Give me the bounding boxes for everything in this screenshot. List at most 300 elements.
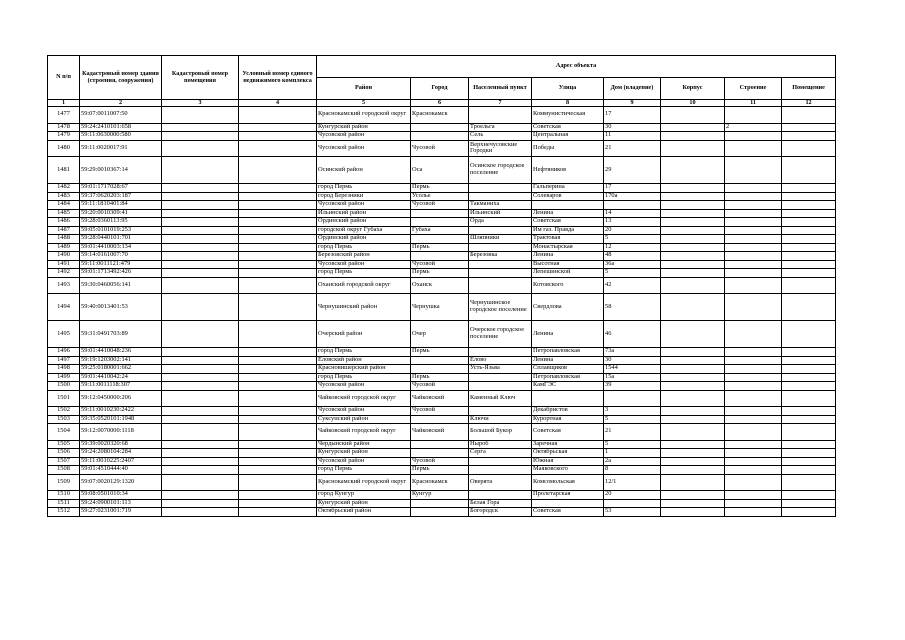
city-cell	[411, 365, 469, 374]
table-row	[48, 226, 836, 235]
conditional-number-cell	[239, 269, 317, 278]
cadastral-number-cell: 59:11:1810401:84	[80, 201, 162, 210]
district-cell: город Пермь	[317, 243, 411, 252]
stroenie-cell	[725, 269, 782, 278]
column-number-cell: 9	[604, 100, 661, 107]
district-cell: город Пермь	[317, 466, 411, 475]
district-cell: Чердынский район	[317, 440, 411, 449]
cadastral-number-cell: 59:24:2410101:658	[80, 123, 162, 132]
table-row	[48, 440, 836, 449]
stroenie-cell	[725, 107, 782, 124]
street-cell: Советская	[532, 218, 604, 227]
stroenie-cell	[725, 218, 782, 227]
locality-cell: Ныроб	[469, 440, 532, 449]
city-cell: Чусовой	[411, 407, 469, 416]
district-cell: город Пермь	[317, 373, 411, 382]
row-number-cell: 1501	[48, 390, 80, 407]
pomeshchenie-cell	[782, 508, 836, 517]
korpus-cell	[661, 415, 725, 424]
room-cadastral-cell	[162, 140, 239, 157]
row-number-cell: 1505	[48, 440, 80, 449]
street-cell: Южная	[532, 457, 604, 466]
house-cell	[604, 201, 661, 210]
house-cell: 73а	[604, 348, 661, 357]
city-cell: Губаха	[411, 226, 469, 235]
pomeshchenie-cell	[782, 157, 836, 184]
korpus-cell	[661, 235, 725, 244]
row-number-cell: 1491	[48, 260, 80, 269]
city-cell: Чусовой	[411, 140, 469, 157]
city-cell: Краснокамск	[411, 107, 469, 124]
conditional-number-cell	[239, 235, 317, 244]
table-row	[48, 107, 836, 124]
room-cadastral-cell	[162, 415, 239, 424]
pomeshchenie-cell	[782, 449, 836, 458]
cadastral-number-cell: 59:14:0161007:70	[80, 252, 162, 261]
locality-cell	[469, 192, 532, 201]
district-cell: Чернушинский район	[317, 294, 411, 321]
pomeshchenie-cell	[782, 348, 836, 357]
header-address: Адрес объекта	[317, 56, 836, 78]
conditional-number-cell	[239, 457, 317, 466]
city-cell: Чусовой	[411, 457, 469, 466]
locality-cell: Каменный Ключ	[469, 390, 532, 407]
table-row	[48, 407, 836, 416]
property-address-table	[47, 55, 836, 517]
korpus-cell	[661, 277, 725, 294]
room-cadastral-cell	[162, 252, 239, 261]
room-cadastral-cell	[162, 269, 239, 278]
row-number-cell: 1482	[48, 184, 80, 193]
district-cell: Чусовской район	[317, 407, 411, 416]
city-cell: Краснокамск	[411, 474, 469, 491]
house-cell: 2а	[604, 457, 661, 466]
stroenie-cell	[725, 252, 782, 261]
row-number-cell: 1480	[48, 140, 80, 157]
row-number-cell: 1483	[48, 192, 80, 201]
korpus-cell	[661, 407, 725, 416]
cadastral-number-cell: 59:28:0440101:701	[80, 235, 162, 244]
pomeshchenie-cell	[782, 321, 836, 348]
locality-cell: Усть-Язьва	[469, 365, 532, 374]
stroenie-cell	[725, 209, 782, 218]
locality-cell: Осинское городское поселение	[469, 157, 532, 184]
cadastral-number-cell: 59:24:0900101:113	[80, 499, 162, 508]
stroenie-cell	[725, 440, 782, 449]
room-cadastral-cell	[162, 474, 239, 491]
locality-cell: Такманиха	[469, 201, 532, 210]
korpus-cell	[661, 157, 725, 184]
city-cell: Оханск	[411, 277, 469, 294]
cadastral-number-cell: 59:39:0020320:68	[80, 440, 162, 449]
conditional-number-cell	[239, 424, 317, 441]
header-cad-room: Кадастровый номер помещения	[162, 56, 239, 100]
locality-cell: Елово	[469, 356, 532, 365]
column-number-cell: 8	[532, 100, 604, 107]
korpus-cell	[661, 356, 725, 365]
pomeshchenie-cell	[782, 356, 836, 365]
pomeshchenie-cell	[782, 209, 836, 218]
korpus-cell	[661, 269, 725, 278]
conditional-number-cell	[239, 123, 317, 132]
city-cell: Чернушка	[411, 294, 469, 321]
table-header	[48, 56, 836, 107]
header-city: Город	[411, 78, 469, 100]
table-row	[48, 449, 836, 458]
house-cell: 53	[604, 508, 661, 517]
table-row	[48, 348, 836, 357]
korpus-cell	[661, 218, 725, 227]
korpus-cell	[661, 365, 725, 374]
room-cadastral-cell	[162, 218, 239, 227]
korpus-cell	[661, 348, 725, 357]
city-cell: Пермь	[411, 243, 469, 252]
korpus-cell	[661, 184, 725, 193]
street-cell: Ленина	[532, 209, 604, 218]
district-cell: город Березники	[317, 192, 411, 201]
street-cell: Маяковского	[532, 466, 604, 475]
table-row	[48, 499, 836, 508]
house-cell: 3	[604, 407, 661, 416]
street-cell: Октябрьская	[532, 449, 604, 458]
room-cadastral-cell	[162, 508, 239, 517]
house-cell: 58	[604, 294, 661, 321]
city-cell	[411, 508, 469, 517]
korpus-cell	[661, 440, 725, 449]
cadastral-number-cell: 59:07:0020129:1320	[80, 474, 162, 491]
pomeshchenie-cell	[782, 390, 836, 407]
row-number-cell: 1481	[48, 157, 80, 184]
house-cell: 17	[604, 107, 661, 124]
city-cell	[411, 123, 469, 132]
conditional-number-cell	[239, 107, 317, 124]
house-cell: 20	[604, 226, 661, 235]
column-number-cell: 10	[661, 100, 725, 107]
pomeshchenie-cell	[782, 269, 836, 278]
stroenie-cell	[725, 260, 782, 269]
room-cadastral-cell	[162, 243, 239, 252]
cadastral-number-cell: 59:29:0010367:14	[80, 157, 162, 184]
cadastral-number-cell: 59:35:0520101:1948	[80, 415, 162, 424]
cadastral-number-cell: 59:01:4410048:236	[80, 348, 162, 357]
city-cell	[411, 449, 469, 458]
cadastral-number-cell: 59:12:0450000:206	[80, 390, 162, 407]
locality-cell: Троельга	[469, 123, 532, 132]
pomeshchenie-cell	[782, 226, 836, 235]
locality-cell: Чернушинское городское поселение	[469, 294, 532, 321]
pomeshchenie-cell	[782, 201, 836, 210]
stroenie-cell	[725, 474, 782, 491]
house-cell: 15а	[604, 373, 661, 382]
conditional-number-cell	[239, 243, 317, 252]
house-cell: 21	[604, 424, 661, 441]
column-number-cell: 4	[239, 100, 317, 107]
house-cell	[604, 390, 661, 407]
district-cell: Чусовской район	[317, 260, 411, 269]
locality-cell: Орда	[469, 218, 532, 227]
street-cell: Победы	[532, 140, 604, 157]
city-cell: Пермь	[411, 269, 469, 278]
korpus-cell	[661, 390, 725, 407]
street-cell: Котовского	[532, 277, 604, 294]
korpus-cell	[661, 132, 725, 141]
cadastral-number-cell: 59:01:1713492:426	[80, 269, 162, 278]
table-row	[48, 243, 836, 252]
city-cell: Пермь	[411, 373, 469, 382]
row-number-cell: 1477	[48, 107, 80, 124]
locality-cell	[469, 348, 532, 357]
house-cell: 5	[604, 440, 661, 449]
conditional-number-cell	[239, 192, 317, 201]
room-cadastral-cell	[162, 321, 239, 348]
row-number-cell: 1478	[48, 123, 80, 132]
locality-cell	[469, 269, 532, 278]
conditional-number-cell	[239, 474, 317, 491]
row-number-cell: 1489	[48, 243, 80, 252]
stroenie-cell	[725, 373, 782, 382]
room-cadastral-cell	[162, 390, 239, 407]
city-cell	[411, 415, 469, 424]
column-number-cell: 7	[469, 100, 532, 107]
room-cadastral-cell	[162, 407, 239, 416]
pomeshchenie-cell	[782, 499, 836, 508]
house-cell: 39	[604, 382, 661, 391]
district-cell: Чайковский городской округ	[317, 390, 411, 407]
city-cell: Чусовой	[411, 201, 469, 210]
header-locality: Населенный пункт	[469, 78, 532, 100]
row-number-cell: 1496	[48, 348, 80, 357]
pomeshchenie-cell	[782, 466, 836, 475]
house-cell: 48	[604, 252, 661, 261]
stroenie-cell	[725, 499, 782, 508]
conditional-number-cell	[239, 277, 317, 294]
stroenie-cell	[725, 348, 782, 357]
row-number-cell: 1479	[48, 132, 80, 141]
table-row	[48, 382, 836, 391]
street-cell	[532, 499, 604, 508]
room-cadastral-cell	[162, 294, 239, 321]
pomeshchenie-cell	[782, 277, 836, 294]
city-cell	[411, 218, 469, 227]
cadastral-number-cell: 59:24:2080104:284	[80, 449, 162, 458]
conditional-number-cell	[239, 356, 317, 365]
district-cell: Чайковский городской округ	[317, 424, 411, 441]
conditional-number-cell	[239, 201, 317, 210]
pomeshchenie-cell	[782, 192, 836, 201]
row-number-cell: 1488	[48, 235, 80, 244]
korpus-cell	[661, 123, 725, 132]
stroenie-cell	[725, 356, 782, 365]
cadastral-number-cell: 59:05:0101019:253	[80, 226, 162, 235]
pomeshchenie-cell	[782, 424, 836, 441]
conditional-number-cell	[239, 390, 317, 407]
korpus-cell	[661, 474, 725, 491]
city-cell	[411, 356, 469, 365]
korpus-cell	[661, 321, 725, 348]
pomeshchenie-cell	[782, 365, 836, 374]
district-cell: Ординский район	[317, 218, 411, 227]
row-number-cell: 1494	[48, 294, 80, 321]
room-cadastral-cell	[162, 424, 239, 441]
cadastral-number-cell: 59:07:0011007:50	[80, 107, 162, 124]
street-cell: Солеваров	[532, 192, 604, 201]
street-cell: Ленина	[532, 321, 604, 348]
room-cadastral-cell	[162, 123, 239, 132]
table-row	[48, 252, 836, 261]
house-cell: 14	[604, 209, 661, 218]
stroenie-cell	[725, 294, 782, 321]
city-cell: Чайковский	[411, 424, 469, 441]
house-cell: 5	[604, 269, 661, 278]
conditional-number-cell	[239, 373, 317, 382]
row-number-cell: 1485	[48, 209, 80, 218]
locality-cell	[469, 277, 532, 294]
locality-cell: Богородск	[469, 508, 532, 517]
pomeshchenie-cell	[782, 260, 836, 269]
cadastral-number-cell: 59:11:0020017:91	[80, 140, 162, 157]
locality-cell	[469, 466, 532, 475]
pomeshchenie-cell	[782, 407, 836, 416]
house-cell: 46	[604, 321, 661, 348]
locality-cell: Шляпники	[469, 235, 532, 244]
street-cell: Пролетарская	[532, 491, 604, 500]
district-cell: Очерский район	[317, 321, 411, 348]
cadastral-number-cell: 59:40:0013401:53	[80, 294, 162, 321]
locality-cell: Белая Гора	[469, 499, 532, 508]
row-number-cell: 1507	[48, 457, 80, 466]
house-cell: 11	[604, 132, 661, 141]
header-cond-num: Условный номер единого недвижимого комплекса	[239, 56, 317, 100]
row-number-cell: 1490	[48, 252, 80, 261]
house-cell: 42	[604, 277, 661, 294]
street-cell: Им газ. Правда	[532, 226, 604, 235]
pomeshchenie-cell	[782, 107, 836, 124]
table-row	[48, 365, 836, 374]
locality-cell: Оверята	[469, 474, 532, 491]
header-pomeshchenie: Помещение	[782, 78, 836, 100]
pomeshchenie-cell	[782, 491, 836, 500]
street-cell: Советская	[532, 123, 604, 132]
row-number-cell: 1509	[48, 474, 80, 491]
cadastral-number-cell: 59:37:0620203:187	[80, 192, 162, 201]
korpus-cell	[661, 294, 725, 321]
korpus-cell	[661, 243, 725, 252]
column-number-cell: 3	[162, 100, 239, 107]
cadastral-number-cell: 59:01:1717028:67	[80, 184, 162, 193]
table-row	[48, 260, 836, 269]
korpus-cell	[661, 192, 725, 201]
room-cadastral-cell	[162, 365, 239, 374]
street-cell	[532, 390, 604, 407]
house-cell: 36а	[604, 260, 661, 269]
row-number-cell: 1487	[48, 226, 80, 235]
table-row	[48, 184, 836, 193]
district-cell: Чусовской район	[317, 201, 411, 210]
district-cell: Кунгурский район	[317, 123, 411, 132]
district-cell: город Пермь	[317, 348, 411, 357]
locality-cell: Сель	[469, 132, 532, 141]
city-cell	[411, 235, 469, 244]
conditional-number-cell	[239, 252, 317, 261]
row-number-cell: 1511	[48, 499, 80, 508]
district-cell: Оханский городской округ	[317, 277, 411, 294]
city-cell: Пермь	[411, 348, 469, 357]
district-cell: Осинский район	[317, 157, 411, 184]
conditional-number-cell	[239, 132, 317, 141]
pomeshchenie-cell	[782, 415, 836, 424]
pomeshchenie-cell	[782, 373, 836, 382]
room-cadastral-cell	[162, 209, 239, 218]
district-cell: Ильинский район	[317, 209, 411, 218]
city-cell: Усолье	[411, 192, 469, 201]
stroenie-cell	[725, 508, 782, 517]
conditional-number-cell	[239, 226, 317, 235]
city-cell	[411, 252, 469, 261]
table-row	[48, 491, 836, 500]
house-cell: 1	[604, 449, 661, 458]
table-body	[48, 107, 836, 517]
conditional-number-cell	[239, 184, 317, 193]
city-cell: Оса	[411, 157, 469, 184]
conditional-number-cell	[239, 321, 317, 348]
street-cell: Заречная	[532, 440, 604, 449]
street-cell: Гальперина	[532, 184, 604, 193]
stroenie-cell: 2	[725, 123, 782, 132]
korpus-cell	[661, 226, 725, 235]
stroenie-cell	[725, 466, 782, 475]
locality-cell: Большой Букор	[469, 424, 532, 441]
room-cadastral-cell	[162, 192, 239, 201]
stroenie-cell	[725, 226, 782, 235]
conditional-number-cell	[239, 449, 317, 458]
house-cell	[604, 499, 661, 508]
row-number-cell: 1484	[48, 201, 80, 210]
room-cadastral-cell	[162, 373, 239, 382]
district-cell: Еловский район	[317, 356, 411, 365]
room-cadastral-cell	[162, 457, 239, 466]
korpus-cell	[661, 107, 725, 124]
room-cadastral-cell	[162, 499, 239, 508]
street-cell: Высотная	[532, 260, 604, 269]
room-cadastral-cell	[162, 356, 239, 365]
header-district: Район	[317, 78, 411, 100]
pomeshchenie-cell	[782, 294, 836, 321]
district-cell: город Пермь	[317, 184, 411, 193]
house-cell: 1544	[604, 365, 661, 374]
table-row	[48, 373, 836, 382]
house-cell: 20	[604, 491, 661, 500]
column-number-cell: 12	[782, 100, 836, 107]
city-cell	[411, 499, 469, 508]
pomeshchenie-cell	[782, 123, 836, 132]
conditional-number-cell	[239, 365, 317, 374]
cadastral-number-cell: 59:08:0501010:34	[80, 491, 162, 500]
header-house: Дом (владение)	[604, 78, 661, 100]
table-row	[48, 390, 836, 407]
conditional-number-cell	[239, 209, 317, 218]
conditional-number-cell	[239, 140, 317, 157]
row-number-cell: 1497	[48, 356, 80, 365]
house-cell: 5	[604, 235, 661, 244]
locality-cell	[469, 107, 532, 124]
stroenie-cell	[725, 365, 782, 374]
conditional-number-cell	[239, 260, 317, 269]
header-stroenie: Строение	[725, 78, 782, 100]
house-cell: 8	[604, 466, 661, 475]
conditional-number-cell	[239, 508, 317, 517]
table-row	[48, 277, 836, 294]
pomeshchenie-cell	[782, 218, 836, 227]
